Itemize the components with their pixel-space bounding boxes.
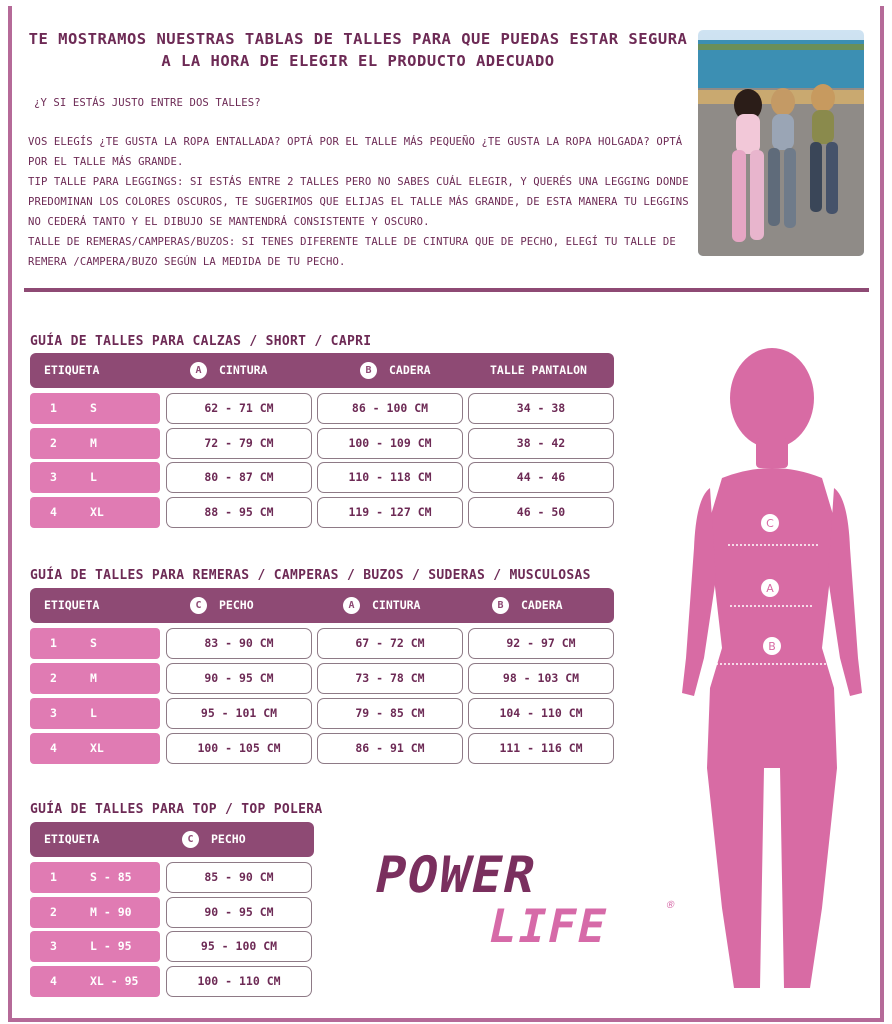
size-code: L [90,706,97,720]
size-number: 3 [50,470,57,485]
badge-icon: B [360,362,377,379]
size-number: 2 [50,435,57,450]
size-label [30,698,160,729]
size-number: 1 [50,870,57,884]
header-cell [44,588,99,623]
measure-cell: 95 - 100 CM [166,931,312,962]
header-cell [182,822,246,857]
intro-question: ¿Y SI ESTÁS JUSTO ENTRE DOS TALLES? [34,97,261,109]
header-cell [492,588,563,623]
header-label: ETIQUETA [44,363,100,377]
measure-cell: 100 - 110 CM [166,966,312,997]
marker-c: C [766,517,774,530]
size-number: 1 [50,401,57,415]
measure-cell: 38 - 42 [468,428,614,459]
models-photo [698,30,864,256]
measure-cell: 95 - 101 CM [166,698,312,729]
size-number: 4 [50,974,57,989]
logo-life-text: LIFE [483,899,614,950]
size-code: M - 90 [90,904,132,919]
header-label: CINTURA [372,598,421,612]
header-cell [490,353,587,388]
power-life-logo [360,846,690,950]
intro-line: VOS ELEGÍS ¿TE GUSTA LA ROPA ENTALLADA? OPTÁ POR EL TALLE MÁS PEQUEÑO ¿TE GUSTA LA ROPA HOLGADA? OPTÁ POR EL TALLE MÁS GRANDE. [28,136,683,168]
measure-cell: 80 - 87 CM [166,462,312,493]
size-number: 3 [50,706,57,720]
size-code: L - 95 [90,939,132,954]
header-label: PECHO [219,598,254,612]
measure-cell: 90 - 95 CM [166,663,312,694]
size-label [30,462,160,493]
header-label: CADERA [521,598,563,612]
size-label [30,428,160,459]
measure-cell: 62 - 71 CM [166,393,312,424]
intro-line: TIP TALLE PARA LEGGINGS: SI ESTÁS ENTRE 2 TALLES PERO NO SABES CUÁL ELEGIR, Y QUERÉS UNA LEGGING DONDE PREDOMINAN LOS COLORES OSCUROS, TE SUGERIMOS QUE ELIJAS EL TALLE MÁS GRANDE, DE ESTA MANERA TU LEGGINS NO CEDERÁ TANTO Y EL DIBUJO SE MANTENDRÁ CONSISTENTE Y OSCURO. [28,176,689,228]
header-cell [44,822,99,857]
badge-icon: A [190,362,207,379]
intro-paragraph [28,132,690,272]
measure-cell: 119 - 127 CM [317,497,463,528]
size-code: XL [90,505,104,520]
table2-title: GUÍA DE TALLES PARA REMERAS / CAMPERAS / BUZOS / SUDERAS / MUSCULOSAS [30,568,591,583]
size-label [30,931,160,962]
badge-icon: C [190,597,207,614]
size-code: L [90,470,97,485]
measure-cell: 100 - 105 CM [166,733,312,764]
table1-header [30,353,614,388]
body-measurement-figure [672,348,872,1008]
header-label: ETIQUETA [44,598,100,612]
header-cell [44,353,99,388]
header-label: TALLE PANTALON [490,363,587,377]
logo-power-text: POWER [369,846,543,904]
measure-cell: 83 - 90 CM [166,628,312,659]
size-code: S [90,636,97,650]
size-code: M [90,435,97,450]
badge-icon: B [492,597,509,614]
size-label [30,628,160,659]
marker-a: A [766,582,774,595]
header-label: ETIQUETA [44,832,100,846]
size-number: 4 [50,505,57,520]
header-cell [360,353,431,388]
measure-cell: 88 - 95 CM [166,497,312,528]
measure-cell: 100 - 109 CM [317,428,463,459]
size-label [30,497,160,528]
measure-cell: 73 - 78 CM [317,663,463,694]
marker-b: B [768,640,776,653]
measure-cell: 85 - 90 CM [166,862,312,893]
table3-title: GUÍA DE TALLES PARA TOP / TOP POLERA [30,802,323,817]
measure-cell: 44 - 46 [468,462,614,493]
badge-icon: C [182,831,199,848]
size-label [30,897,160,928]
header-cell [190,353,267,388]
intro-line: TALLE DE REMERAS/CAMPERAS/BUZOS: SI TENES DIFERENTE TALLE DE CINTURA QUE DE PECHO, ELEGÍ TU TALLE DE REMERA /CAMPERA/BUZO SEGÚN LA MEDIDA DE TU PECHO. [28,236,676,268]
size-number: 4 [50,741,57,755]
header-cell [343,588,420,623]
measure-cell: 86 - 91 CM [317,733,463,764]
measure-cell: 34 - 38 [468,393,614,424]
measure-cell: 98 - 103 CM [468,663,614,694]
measure-cell: 104 - 110 CM [468,698,614,729]
logo-registered-mark: ® [664,900,677,911]
measure-cell: 72 - 79 CM [166,428,312,459]
measure-cell: 110 - 118 CM [317,462,463,493]
header-cell [190,588,254,623]
page-title: TE MOSTRAMOS NUESTRAS TABLAS DE TALLES PARA QUE PUEDAS ESTAR SEGURA A LA HORA DE ELEGIR EL PRODUCTO ADECUADO [28,30,688,70]
size-code: S - 85 [90,870,132,884]
size-code: M [90,671,97,685]
section-divider [24,288,869,292]
size-label [30,393,160,424]
size-label [30,966,160,997]
table1-title: GUÍA DE TALLES PARA CALZAS / SHORT / CAPRI [30,334,372,349]
badge-icon: A [343,597,360,614]
size-number: 3 [50,939,57,954]
size-code: XL [90,741,104,755]
size-number: 2 [50,671,57,685]
table3-header [30,822,314,857]
size-label [30,733,160,764]
header-label: CADERA [389,363,431,377]
header-label: CINTURA [219,363,268,377]
size-label [30,663,160,694]
size-number: 1 [50,636,57,650]
measure-cell: 46 - 50 [468,497,614,528]
table2-header [30,588,614,623]
size-code: S [90,401,97,415]
measure-cell: 67 - 72 CM [317,628,463,659]
header-label: PECHO [211,832,246,846]
size-code: XL - 95 [90,974,139,989]
measure-cell: 86 - 100 CM [317,393,463,424]
measure-cell: 90 - 95 CM [166,897,312,928]
size-label [30,862,160,893]
measure-cell: 92 - 97 CM [468,628,614,659]
measure-cell: 111 - 116 CM [468,733,614,764]
size-number: 2 [50,904,57,919]
measure-cell: 79 - 85 CM [317,698,463,729]
